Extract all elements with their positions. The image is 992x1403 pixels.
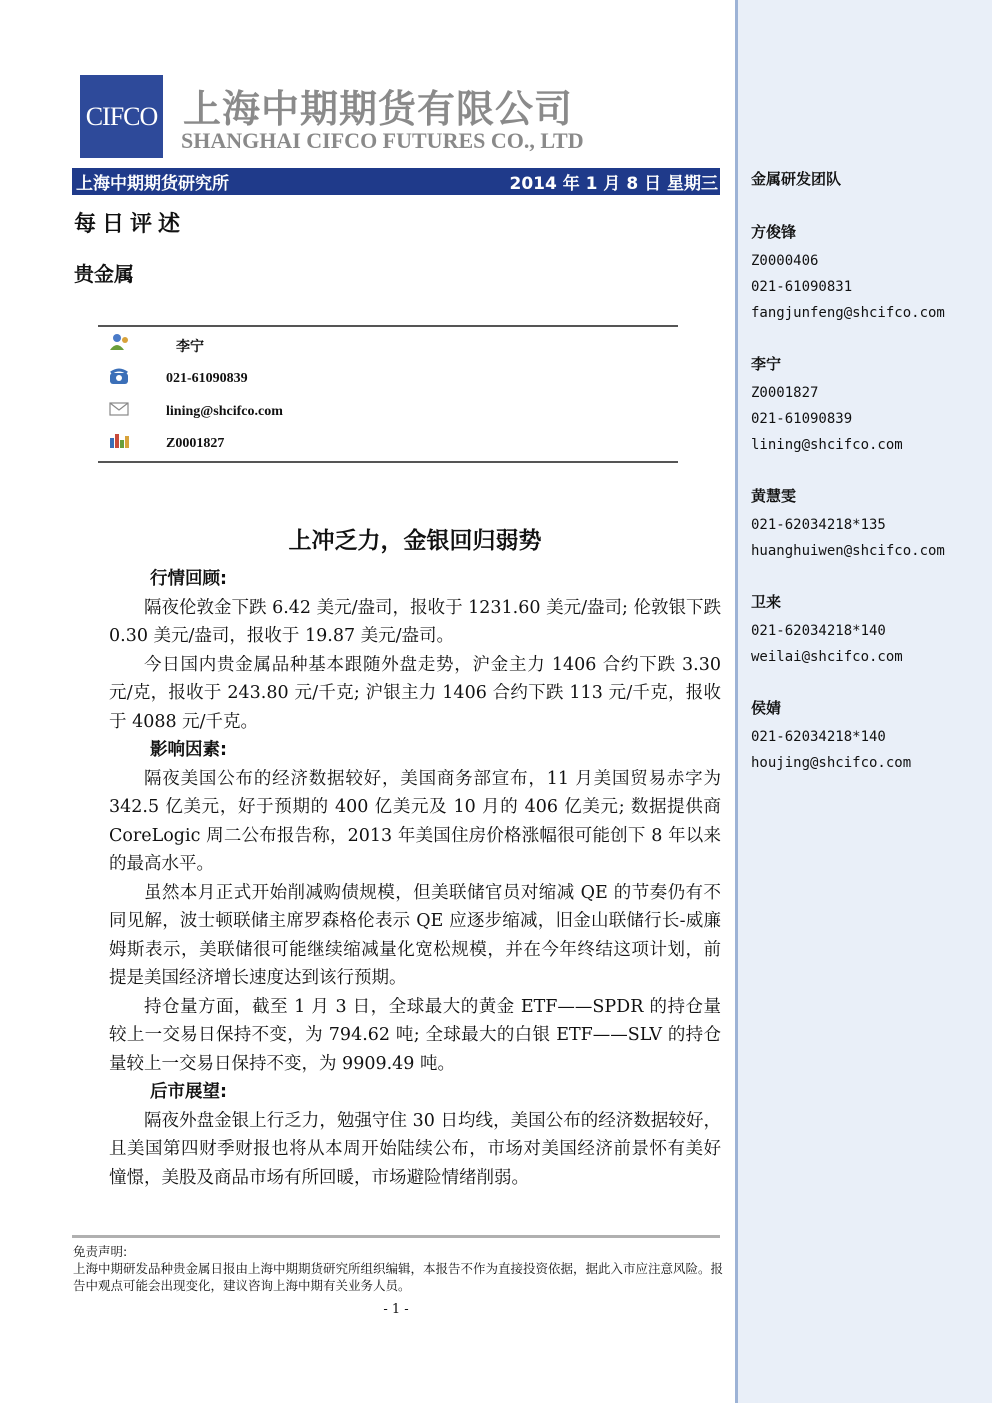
author-email-row bbox=[108, 399, 132, 419]
member-phone: 021-62034218*140 bbox=[751, 623, 886, 639]
member-phone: 021-61090839 bbox=[751, 411, 853, 427]
section-heading: 影响因素: bbox=[150, 740, 227, 760]
person-icon bbox=[108, 332, 132, 352]
author-phone: 021-61090839 bbox=[166, 371, 248, 386]
member-license: Z0000406 bbox=[751, 253, 819, 269]
report-header-bar bbox=[72, 168, 720, 195]
member-email[interactable]: weilai@shcifco.com bbox=[751, 649, 903, 665]
section-heading: 行情回顾: bbox=[150, 569, 227, 589]
member-email[interactable]: fangjunfeng@shcifco.com bbox=[751, 305, 945, 321]
phone-icon bbox=[108, 367, 132, 387]
section-heading: 后市展望: bbox=[150, 1082, 227, 1102]
bar-chart-icon bbox=[108, 430, 132, 450]
page-number: - 1 - bbox=[383, 1302, 409, 1317]
paragraph: 隔夜伦敦金下跌 6.42 美元/盎司，报收于 1231.60 美元/盎司; 伦敦银下跌 0.30 美元/盎司，报收于 19.87 美元/盎司。 bbox=[109, 597, 721, 646]
author-contact-box bbox=[98, 325, 678, 463]
member-name: 李宁 bbox=[751, 355, 782, 373]
team-sidebar bbox=[735, 0, 992, 1403]
sidebar-title: 金属研发团队 bbox=[751, 170, 842, 188]
author-email[interactable]: lining@shcifco.com bbox=[166, 404, 283, 419]
report-type: 每日评述 bbox=[74, 212, 187, 237]
member-phone: 021-61090831 bbox=[751, 279, 853, 295]
team-member bbox=[751, 591, 992, 670]
member-name: 方俊锋 bbox=[751, 223, 797, 241]
paragraph: 虽然本月正式开始削减购债规模，但美联储官员对缩减 QE 的节奏仍有不同见解，波士顿联储主席罗森格伦表示 QE 应逐步缩减，旧金山联储行长-威廉姆斯表示，美联储很可能继续缩减量化宽松规模，并在今年终结这项计划，前提是美国经济增长速度达到该行预期。 bbox=[109, 882, 721, 988]
paragraph: 今日国内贵金属品种基本跟随外盘走势，沪金主力 1406 合约下跌 3.30 元/克，报收于 243.80 元/千克; 沪银主力 1406 合约下跌 113 元/千克，报收于 4088 元/千克。 bbox=[109, 654, 721, 732]
member-email[interactable]: houjing@shcifco.com bbox=[751, 755, 912, 771]
report-date: 2014 年 1 月 8 日 星期三 bbox=[509, 174, 718, 194]
author-name-row bbox=[108, 332, 132, 352]
team-member bbox=[751, 485, 992, 564]
member-phone: 021-62034218*140 bbox=[751, 729, 886, 745]
institute-name: 上海中期期货研究所 bbox=[76, 174, 229, 194]
report-category: 贵金属 bbox=[74, 262, 134, 286]
author-phone-row bbox=[108, 367, 132, 387]
author-license-row bbox=[108, 430, 132, 450]
article-title: 上冲乏力，金银回归弱势 bbox=[288, 528, 542, 554]
member-email[interactable]: lining@shcifco.com bbox=[751, 437, 903, 453]
envelope-icon bbox=[108, 399, 132, 419]
author-license: Z0001827 bbox=[166, 436, 225, 451]
footer-divider bbox=[72, 1235, 720, 1238]
team-member bbox=[751, 353, 992, 458]
team-member bbox=[751, 221, 992, 326]
paragraph: 持仓量方面，截至 1 月 3 日，全球最大的黄金 ETF——SPDR 的持仓量较上一交易日保持不变，为 794.62 吨; 全球最大的白银 ETF——SLV 的持仓量较上一交易日保持不变，为 9909.49 吨。 bbox=[109, 996, 721, 1074]
member-name: 卫来 bbox=[751, 593, 782, 611]
paragraph: 隔夜外盘金银上行乏力，勉强守住 30 日均线，美国公布的经济数据较好，且美国第四财季财报也将从本周开始陆续公布，市场对美国经济前景怀有美好憧憬，美股及商品市场有所回暖，市场避险情绪削弱。 bbox=[109, 1110, 721, 1188]
company-name-en: SHANGHAI CIFCO FUTURES CO., LTD bbox=[181, 128, 584, 153]
article-body bbox=[109, 565, 721, 1192]
member-name: 侯婧 bbox=[751, 699, 782, 717]
disclaimer-text: 上海中期研发品种贵金属日报由上海中期期货研究所组织编辑，本报告不作为直接投资依据，据此入市应注意风险。报告中观点可能会出现变化，建议咨询上海中期有关业务人员。 bbox=[73, 1261, 724, 1293]
team-member bbox=[751, 697, 992, 776]
company-logo: CIFCO bbox=[80, 75, 163, 158]
member-name: 黄慧雯 bbox=[751, 487, 797, 505]
member-phone: 021-62034218*135 bbox=[751, 517, 886, 533]
member-license: Z0001827 bbox=[751, 385, 819, 401]
paragraph: 隔夜美国公布的经济数据较好，美国商务部宣布，11 月美国贸易赤字为 342.5 亿美元，好于预期的 400 亿美元及 10 月的 406 亿美元; 数据提供商 CoreLogic 周二公布报告称，2013 年美国住房价格涨幅很可能创下 8 年以来的最高水平。 bbox=[109, 768, 721, 874]
company-name-cn: 上海中期期货有限公司 bbox=[183, 87, 574, 131]
member-email[interactable]: huanghuiwen@shcifco.com bbox=[751, 543, 945, 559]
disclaimer bbox=[73, 1243, 723, 1294]
author-name: 李宁 bbox=[176, 340, 204, 355]
disclaimer-title: 免责声明: bbox=[73, 1244, 128, 1259]
